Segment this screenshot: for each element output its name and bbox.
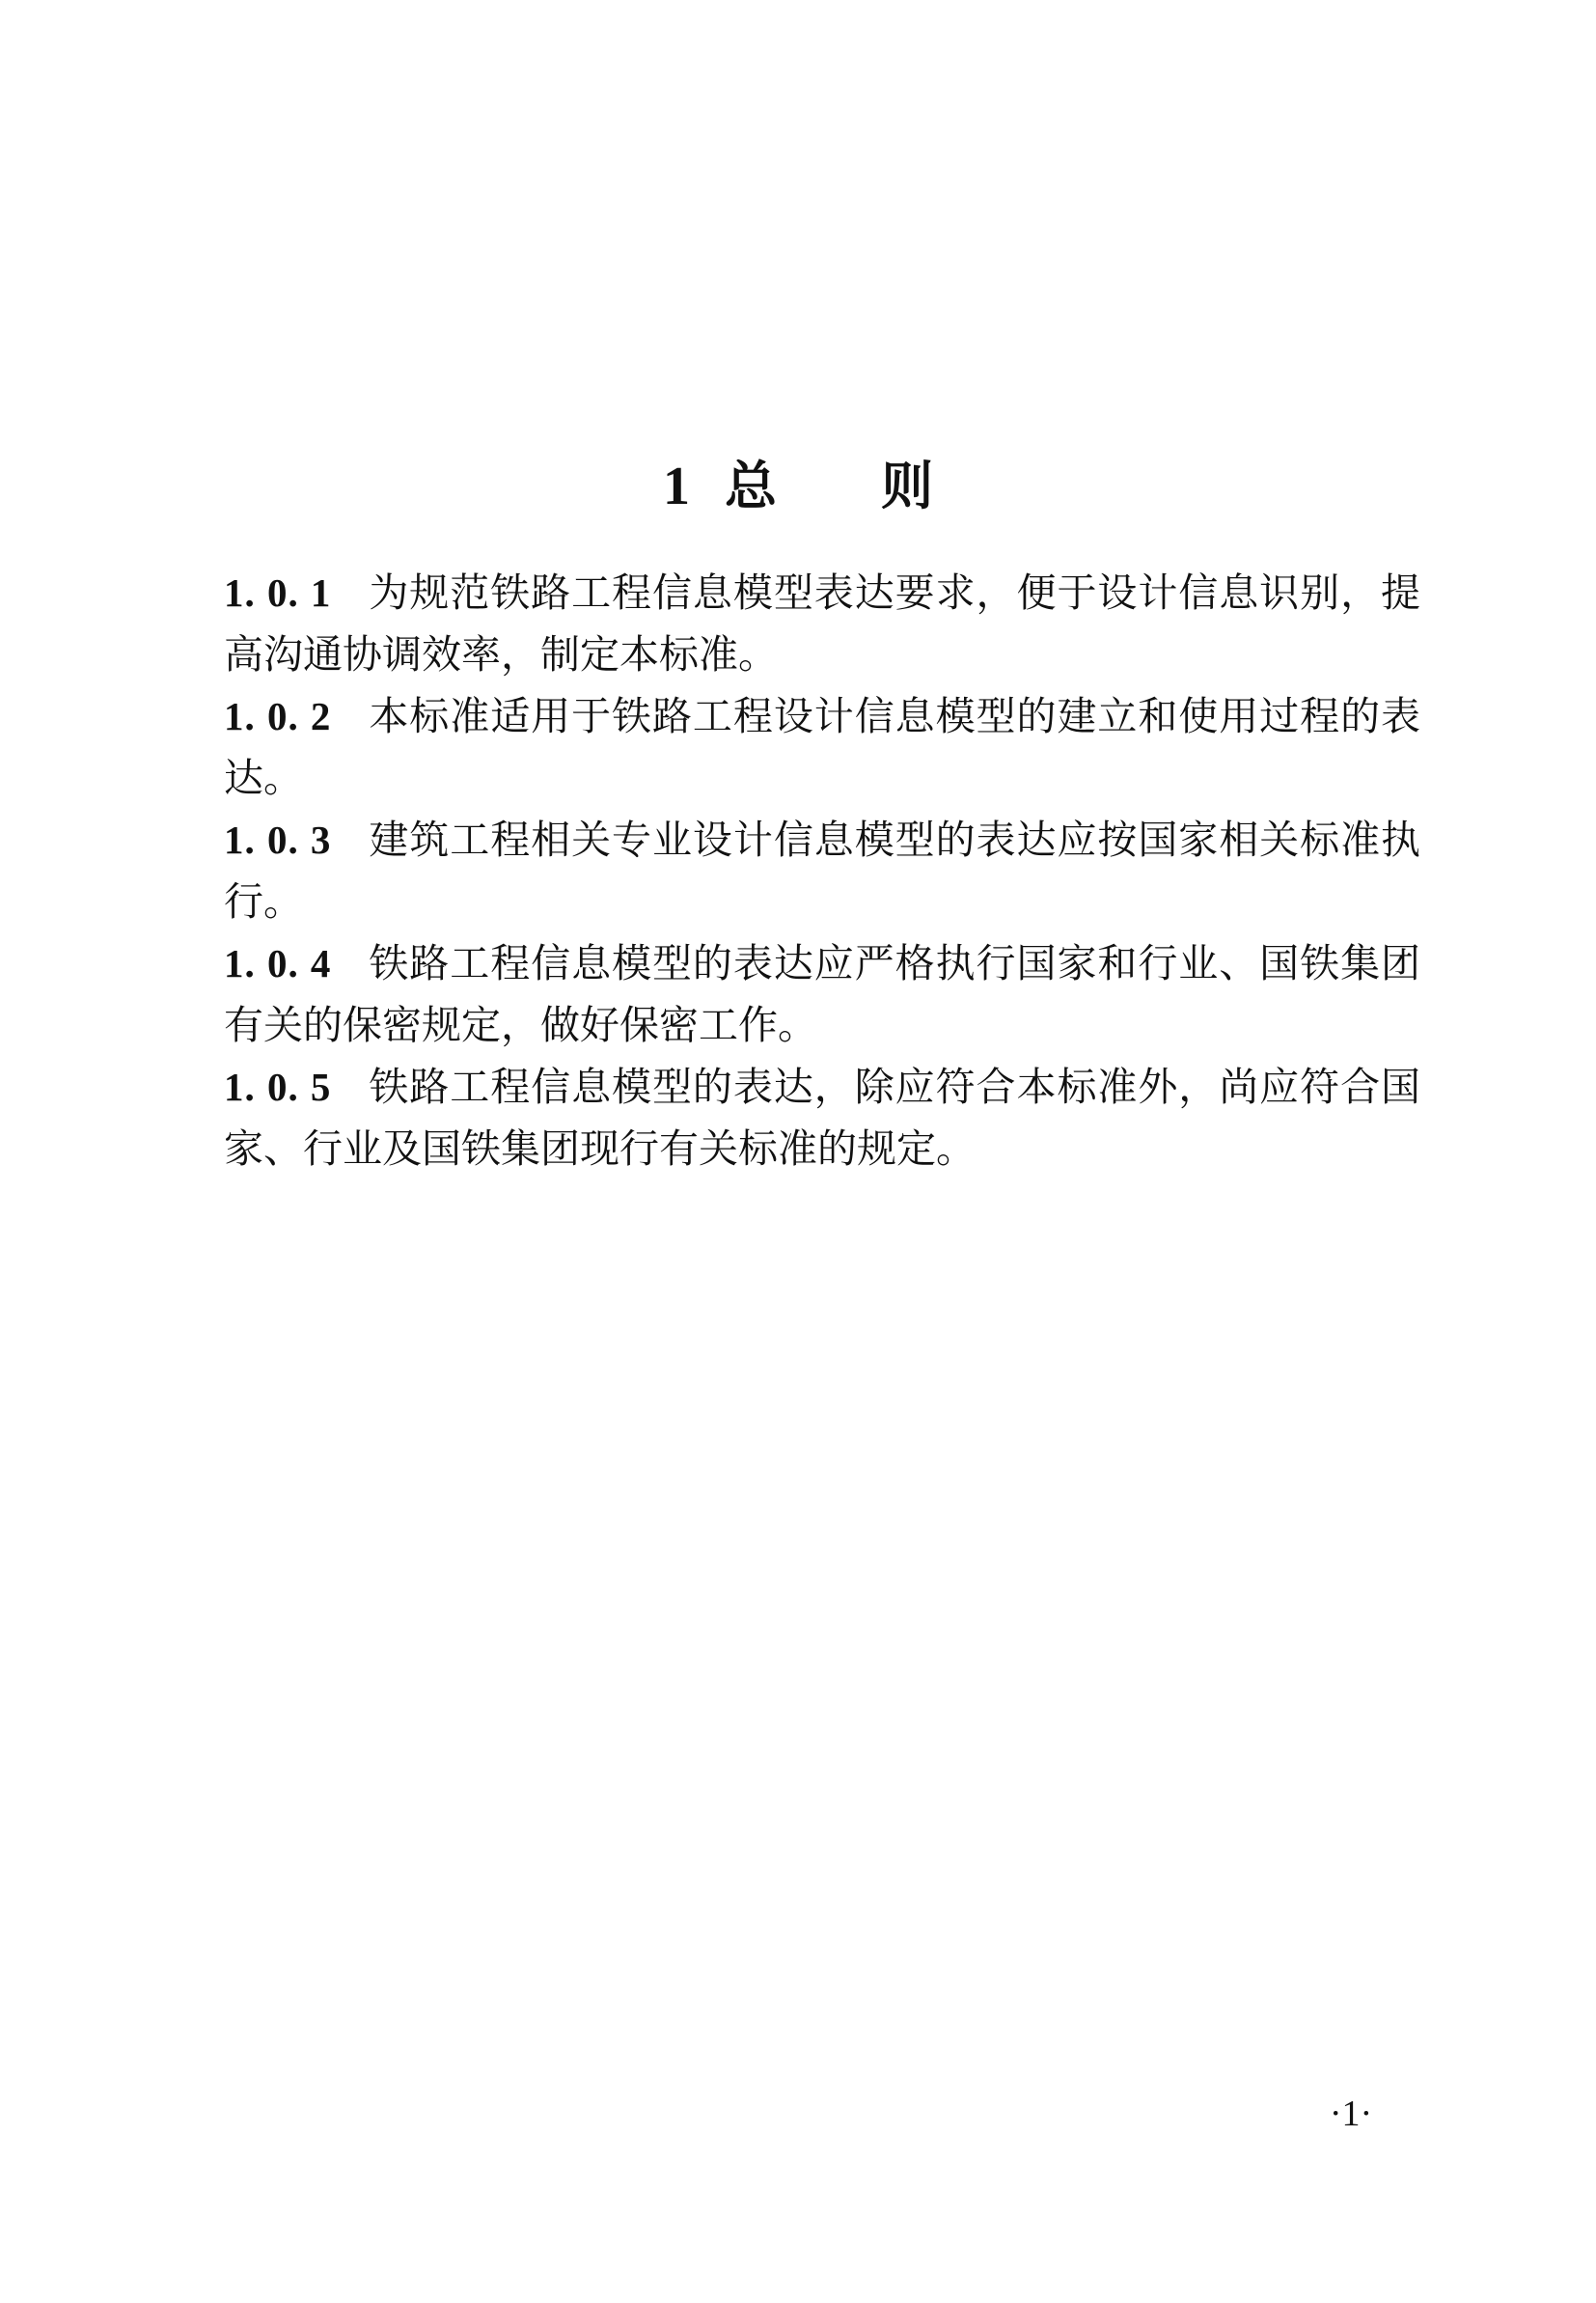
clause-text: 为规范铁路工程信息模型表达要求，便于设计信息识别，提高沟通协调效率，制定本标准。	[224, 569, 1421, 678]
clause-number: 1. 0. 5	[224, 1065, 332, 1109]
clause-1-0-5	[224, 1056, 1420, 1179]
clause-list	[224, 562, 1420, 1179]
chapter-title	[0, 455, 1596, 517]
clause-number: 1. 0. 2	[224, 694, 332, 738]
clause-text: 本标准适用于铁路工程设计信息模型的建立和使用过程的表达。	[224, 693, 1421, 801]
clause-number: 1. 0. 4	[224, 941, 332, 985]
clause-number: 1. 0. 1	[224, 570, 332, 615]
clause-text: 建筑工程相关专业设计信息模型的表达应按国家相关标准执行。	[224, 817, 1421, 925]
chapter-title-char-2: 则	[881, 455, 933, 517]
chapter-number: 1	[663, 457, 690, 517]
clause-text: 铁路工程信息模型的表达应严格执行国家和行业、国铁集团有关的保密规定，做好保密工作。	[224, 940, 1421, 1048]
clause-number: 1. 0. 3	[224, 818, 332, 862]
clause-1-0-1	[224, 562, 1420, 685]
clause-1-0-4	[224, 932, 1420, 1056]
clause-1-0-2	[224, 685, 1420, 809]
clause-text: 铁路工程信息模型的表达，除应符合本标准外，尚应符合国家、行业及国铁集团现行有关标准的规定。	[224, 1064, 1421, 1172]
clause-1-0-3	[224, 809, 1420, 932]
chapter-title-char-1: 总	[725, 455, 777, 517]
page-number: ·1·	[1329, 2094, 1373, 2134]
